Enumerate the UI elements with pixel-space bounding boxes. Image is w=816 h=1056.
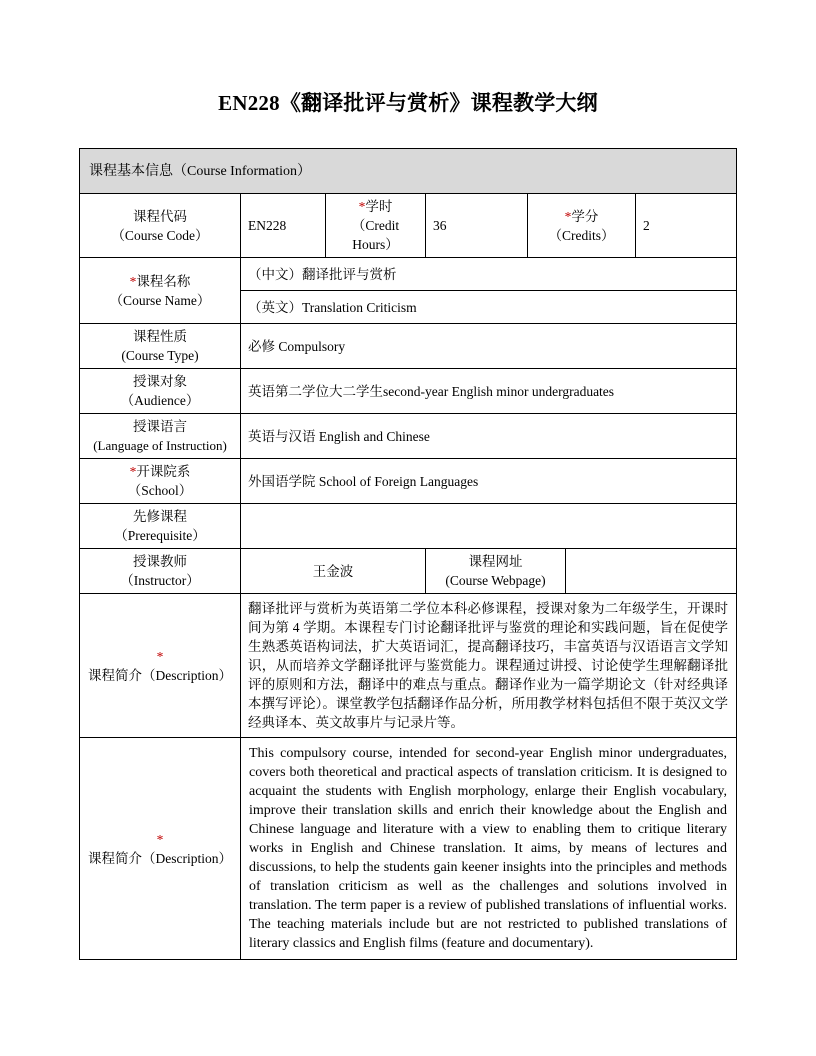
required-asterisk: * bbox=[358, 199, 366, 214]
language-value: 英语与汉语 English and Chinese bbox=[241, 414, 737, 459]
language-label-en: (Language of Instruction) bbox=[93, 438, 227, 453]
credits-label-cn-text: 学分 bbox=[571, 208, 599, 224]
course-name-value-cn: （中文）翻译批评与赏析 bbox=[241, 258, 737, 291]
table-row-audience bbox=[80, 369, 737, 414]
table-row-course-code bbox=[80, 194, 737, 258]
school-value: 外国语学院 School of Foreign Languages bbox=[241, 459, 737, 504]
school-label-cn bbox=[85, 462, 235, 481]
table-row-description-en bbox=[80, 738, 737, 960]
instructor-label-cn: 授课教师 bbox=[133, 554, 187, 569]
table-row-school bbox=[80, 459, 737, 504]
credit-hours-value: 36 bbox=[426, 194, 528, 258]
course-name-label-cn bbox=[85, 272, 235, 291]
course-information-table bbox=[79, 148, 737, 960]
required-asterisk: * bbox=[564, 208, 572, 224]
description-cn-label-text: 课程简介（Description） bbox=[88, 667, 232, 683]
course-code-label-cn: 课程代码 bbox=[133, 208, 187, 224]
credit-hours-label-cn-text: 学时 bbox=[365, 199, 393, 214]
course-type-label-cn: 课程性质 bbox=[133, 329, 187, 344]
course-code-label-en: （Course Code） bbox=[111, 227, 209, 243]
audience-value: 英语第二学位大二学生second-year English minor undergraduates bbox=[241, 369, 737, 414]
table-row-language bbox=[80, 414, 737, 459]
page-title: EN228《翻译批评与赏析》课程教学大纲 bbox=[218, 91, 598, 115]
course-type-label-en: (Course Type) bbox=[121, 348, 199, 363]
language-label-cn: 授课语言 bbox=[133, 419, 187, 434]
credits-label bbox=[528, 194, 636, 258]
course-code-label bbox=[80, 194, 241, 258]
credit-hours-label-en: （Credit Hours） bbox=[351, 218, 400, 252]
language-label bbox=[80, 414, 241, 459]
table-row-course-name-cn bbox=[80, 258, 737, 291]
prerequisite-label-en: （Prerequisite） bbox=[114, 528, 206, 543]
school-label-cn-text: 开课院系 bbox=[136, 464, 191, 479]
course-name-value-en: （英文）Translation Criticism bbox=[241, 291, 737, 324]
table-row-prerequisite bbox=[80, 504, 737, 549]
credit-hours-label bbox=[326, 194, 426, 258]
description-en-value: This compulsory course, intended for second-year English minor undergraduates, covers both theoretical and practical aspects of translation criticism. It is designed to acquaint the students with English morphology, enlarge their English vocabulary, improve their translation skills and enrich their knowledge about the English and Chinese language and literature with a view to enabling them to critique literary works in English and Chinese translation. It aims, by means of lectures and discussions, to help the students gain keener insights into the principles and methods of translation criticism as well as the challenges and solutions involved in translation. The term paper is a review of published translations of influential works. The teaching materials include but are not restricted to published translations of literary classics and English films (feature and documentary). bbox=[241, 738, 737, 960]
course-name-label-en: （Course Name） bbox=[109, 292, 211, 308]
course-code-value: EN228 bbox=[241, 194, 326, 258]
course-name-label bbox=[80, 258, 241, 324]
table-row-section-header bbox=[80, 149, 737, 194]
required-asterisk: * bbox=[129, 273, 137, 289]
audience-label bbox=[80, 369, 241, 414]
audience-label-cn: 授课对象 bbox=[133, 374, 187, 389]
description-en-label bbox=[80, 738, 241, 960]
course-type-label bbox=[80, 324, 241, 369]
section-header-label: 课程基本信息（Course Information） bbox=[80, 149, 737, 194]
description-en-label-text: 课程简介（Description） bbox=[88, 850, 232, 866]
course-webpage-label-en: (Course Webpage) bbox=[445, 573, 546, 588]
required-asterisk: * bbox=[156, 648, 164, 664]
table-row-instructor bbox=[80, 549, 737, 594]
course-webpage-label-cn: 课程网址 bbox=[468, 554, 523, 569]
required-asterisk: * bbox=[129, 464, 137, 479]
credits-value: 2 bbox=[636, 194, 737, 258]
credit-hours-label-cn bbox=[331, 197, 420, 216]
school-label-en: （School） bbox=[127, 483, 193, 498]
instructor-label bbox=[80, 549, 241, 594]
credits-label-cn bbox=[533, 207, 630, 226]
table-row-course-type bbox=[80, 324, 737, 369]
description-cn-label bbox=[80, 594, 241, 738]
school-label bbox=[80, 459, 241, 504]
prerequisite-label-cn: 先修课程 bbox=[133, 509, 187, 524]
course-name-label-cn-text: 课程名称 bbox=[136, 273, 191, 289]
instructor-value: 王金波 bbox=[241, 549, 426, 594]
prerequisite-value bbox=[241, 504, 737, 549]
description-cn-value: 翻译批评与赏析为英语第二学位本科必修课程，授课对象为二年级学生，开课时间为第 4 学期。本课程专门讨论翻译批评与鉴赏的理论和实践问题，旨在促使学生熟悉英语构词法，扩大英语词汇，提高翻译技巧，丰富英语与汉语语言文学知识，从而培养文学翻译批评与鉴赏能力。课程通过讲授、讨论使学生理解翻译批评的原则和方法，翻译中的难点与重点。翻译作业为一篇学期论文（针对经典译本撰写评论）。课堂教学包括翻译作品分析，所用教学材料包括但不限于英汉文学经典译本、英文故事片与记录片等。 bbox=[241, 594, 737, 738]
course-webpage-label bbox=[426, 549, 566, 594]
table-row-description-cn bbox=[80, 594, 737, 738]
prerequisite-label bbox=[80, 504, 241, 549]
required-asterisk: * bbox=[156, 831, 164, 847]
course-webpage-value bbox=[566, 549, 737, 594]
course-type-value: 必修 Compulsory bbox=[241, 324, 737, 369]
credits-label-en: （Credits） bbox=[548, 227, 615, 243]
audience-label-en: （Audience） bbox=[120, 393, 200, 408]
instructor-label-en: （Instructor） bbox=[120, 573, 200, 588]
